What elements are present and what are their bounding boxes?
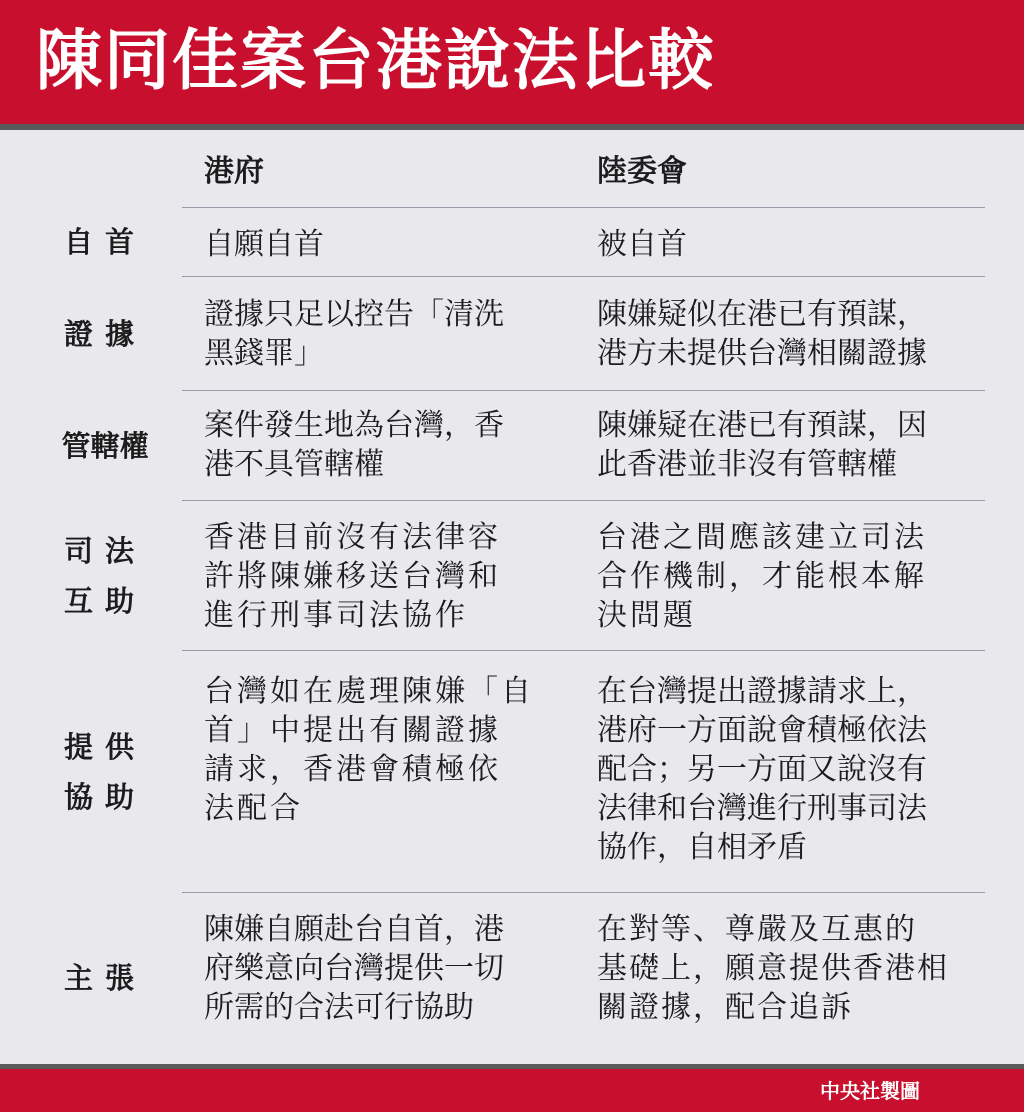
- header-divider: [0, 124, 1024, 130]
- column-header-hk: 港府: [204, 154, 264, 189]
- hk-cell-self-surrender: 自願自首: [204, 227, 324, 262]
- row-label-self-surrender: 自首: [63, 225, 146, 259]
- column-header-mac: 陸委會: [597, 154, 687, 189]
- hk-cell-jurisdiction: 案件發生地為台灣，香 港不具管轄權: [204, 408, 504, 482]
- row-divider: [182, 892, 985, 893]
- mac-cell-self-surrender: 被自首: [597, 227, 687, 262]
- title-banner: [0, 0, 1024, 124]
- row-label-evidence: 證據: [63, 316, 146, 351]
- row-divider: [182, 390, 985, 391]
- row-divider: [182, 500, 985, 501]
- hk-cell-evidence: 證據只足以控告「清洗 黑錢罪」: [204, 297, 504, 371]
- mac-cell-judicial-assistance: 台港之間應該建立司法 合作機制，才能根本解 決問題: [597, 520, 927, 633]
- mac-cell-evidence: 陳嫌疑似在港已有預謀， 港方未提供台灣相關證據: [597, 297, 927, 371]
- row-label-judicial-assistance: 司法 互助: [63, 533, 146, 618]
- row-label-provide-assistance: 提供 協助: [63, 729, 146, 814]
- hk-cell-judicial-assistance: 香港目前沒有法律容 許將陳嫌移送台灣和 進行刑事司法協作: [204, 520, 501, 633]
- row-divider: [182, 207, 985, 208]
- mac-cell-position: 在對等、尊嚴及互惠的 基礎上，願意提供香港相 關證據，配合追訴: [597, 912, 949, 1025]
- row-label-jurisdiction: 管轄權: [61, 428, 149, 463]
- row-divider: [182, 650, 985, 651]
- row-divider: [182, 276, 985, 277]
- mac-cell-jurisdiction: 陳嫌疑在港已有預謀，因 此香港並非沒有管轄權: [597, 408, 927, 482]
- mac-cell-provide-assistance: 在台灣提出證據請求上， 港府一方面說會積極依法 配合；另一方面又說沒有 法律和台灣進行刑事司法 協作，自相矛盾: [597, 674, 927, 865]
- footer-banner: [0, 1064, 1024, 1112]
- footer-divider: [0, 1064, 1024, 1069]
- credit-text: 中央社製圖: [820, 1079, 920, 1103]
- page-title: 陳同佳案台港說法比較: [36, 22, 716, 99]
- hk-cell-position: 陳嫌自願赴台自首，港 府樂意向台灣提供一切 所需的合法可行協助: [204, 912, 504, 1025]
- row-label-position: 主張: [63, 961, 146, 995]
- hk-cell-provide-assistance: 台灣如在處理陳嫌「自 首」中提出有關證據 請求，香港會積極依 法配合: [204, 674, 534, 826]
